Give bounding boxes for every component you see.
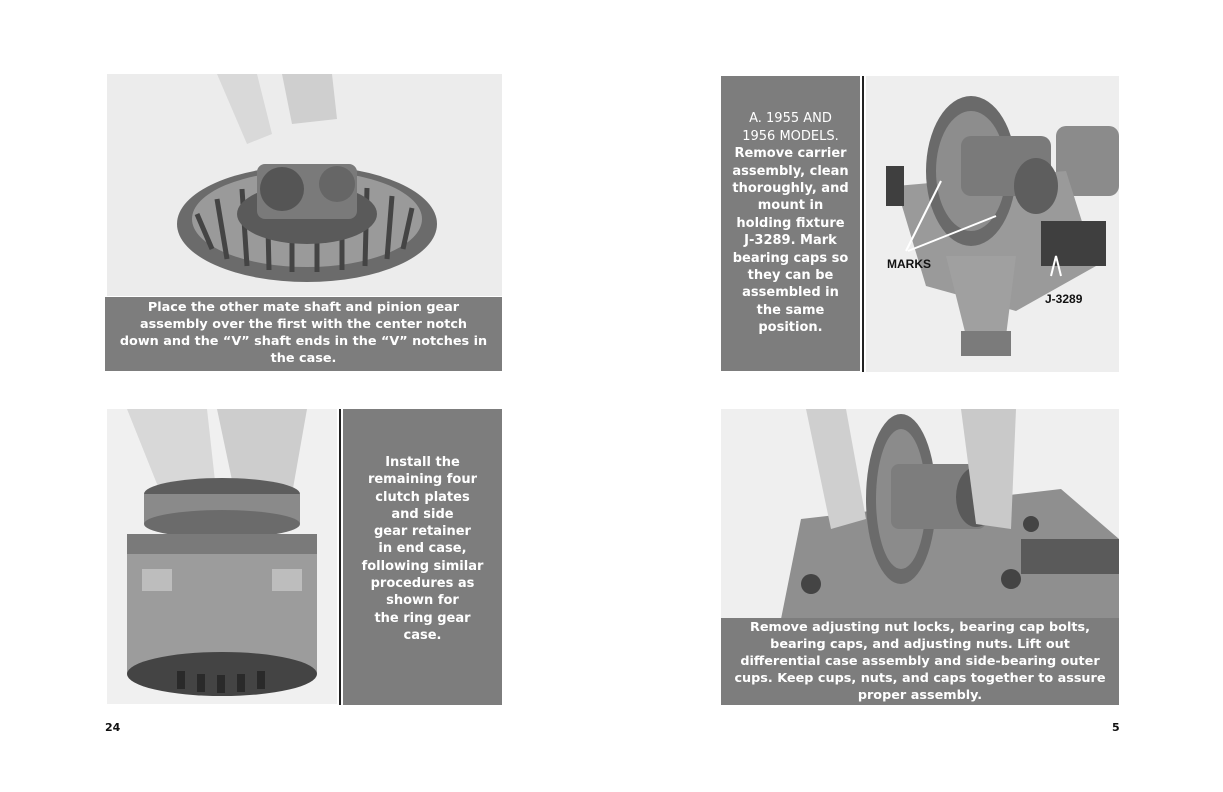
caption-mate-shaft: [105, 297, 502, 371]
photo-carrier-holding-fixture: [866, 76, 1119, 372]
caption-body: Remove carrier assembly, clean thoroughly, and mount in holding fixture J-3289. Mark bearing caps so they can be assembled in the same position.: [732, 146, 849, 336]
caption-remove-carrier: [721, 76, 860, 371]
divider-line: [862, 76, 864, 372]
caption-remove-adjusting-nuts: [721, 618, 1119, 705]
label-marks: MARKS: [887, 257, 931, 271]
caption-line: procedures as: [370, 575, 475, 591]
caption-line: case.: [403, 627, 442, 643]
caption-remove-adjusting-nuts-text: Remove adjusting nut locks, bearing cap bolts, bearing caps, and adjusting nuts. Lift out differential case assembly and side-bearing outer cups. Keep cups, nuts, and caps together to assure proper assembly.: [734, 619, 1106, 704]
caption-line: the ring gear: [374, 610, 471, 626]
caption-line: Install the: [385, 455, 460, 470]
caption-install-clutch-plates: [343, 409, 502, 705]
caption-line: remaining four: [367, 472, 478, 488]
page-number-right: 5: [1112, 721, 1120, 734]
photo-clutch-plates-case: [107, 409, 337, 704]
caption-install-clutch-plates-text: [362, 454, 484, 644]
caption-mate-shaft-text: Place the other mate shaft and pinion gear assembly over the first with the center notch down and the “V” shaft ends in the “V” notches in the case.: [119, 300, 488, 366]
caption-line: gear retainer: [373, 524, 471, 540]
caption-line: shown for: [386, 593, 459, 609]
photo-differential-case-removal: [721, 409, 1119, 619]
label-j3289: J-3289: [1045, 292, 1083, 306]
caption-remove-carrier-text: [731, 110, 850, 336]
caption-line: following similar: [361, 558, 484, 574]
caption-line: and side: [391, 506, 454, 522]
photo-ring-gear-pinion: [107, 74, 502, 296]
divider-line: [339, 409, 341, 705]
caption-line: in end case,: [378, 541, 467, 557]
caption-lead: A. 1955 AND 1956 MODELS.: [742, 111, 839, 144]
page-number-left: 24: [105, 721, 121, 734]
caption-line: clutch plates: [375, 489, 470, 505]
